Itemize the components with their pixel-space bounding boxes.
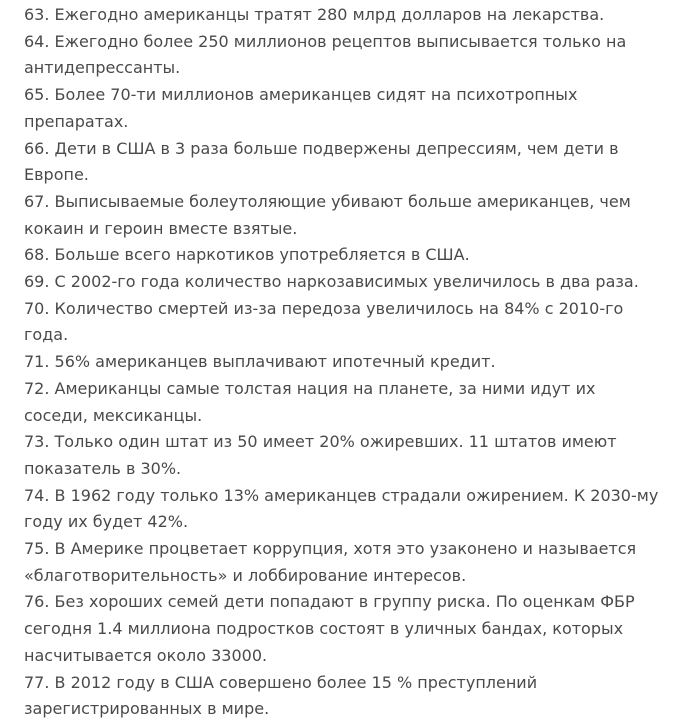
fact-item: 69. С 2002-го года количество наркозависимых увеличилось в два раза. (24, 272, 639, 292)
fact-item: 76. Без хороших семей дети попадают в группу риска. По оценкам ФБР сегодня 1.4 миллиона подростков состоят в уличных бандах, которых насчитывается около 33000. (24, 592, 635, 665)
fact-item: 74. В 1962 году только 13% американцев страдали ожирением. К 2030-му году их будет 42%. (24, 485, 659, 532)
fact-item: 77. В 2012 году в США совершено более 15 % преступлений зарегистрированных в мире. (24, 672, 538, 719)
fact-item: 64. Ежегодно более 250 миллионов рецептов выписывается только на антидепрессанты. (24, 31, 627, 78)
fact-item: 63. Ежегодно американцы тратят 280 млрд долларов на лекарства. (24, 5, 605, 24)
fact-item: 65. Более 70-ти миллионов американцев сидят на психотропных препаратах. (24, 85, 578, 131)
fact-item: 71. 56% американцев выплачивают ипотечный кредит. (24, 352, 496, 372)
fact-item: 72. Американцы самые толстая нация на планете, за ними идут их соседи, мексиканцы. (24, 378, 596, 425)
fact-item: 73. Только один штат из 50 имеет 20% ожиревших. 11 штатов имеют показатель в 30%. (24, 432, 617, 478)
fact-item: 75. В Америке процветает коррупция, хотя это узаконено и называется «благотворительность» и лоббирование интересов. (24, 539, 637, 585)
fact-item: 67. Выписываемые болеутоляющие убивают больше американцев, чем кокаин и героин вместе взятые. (24, 191, 631, 238)
fact-item: 70. Количество смертей из-за передоза увеличилось на 84% с 2010-го года. (24, 298, 624, 345)
fact-item: 68. Больше всего наркотиков употребляется в США. (24, 245, 470, 265)
fact-item: 66. Дети в США в 3 раза больше подвержены депрессиям, чем дети в Европе. (24, 138, 619, 185)
